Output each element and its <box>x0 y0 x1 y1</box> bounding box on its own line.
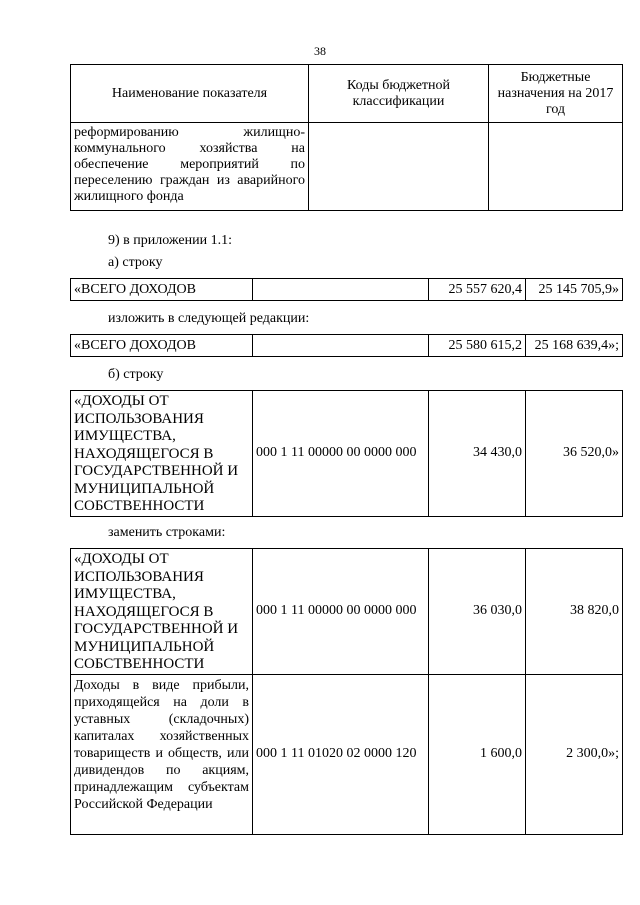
row-name: «ДОХОДЫ ОТ ИСПОЛЬЗОВАНИЯ ИМУЩЕСТВА, НАХОДЯЩЕГОСЯ В ГОСУДАРСТВЕННОЙ И МУНИЦИПАЛЬНОЙ СОБСТВЕННОСТИ <box>71 549 253 675</box>
total-row-new <box>70 334 623 357</box>
property-rows-new <box>70 548 623 835</box>
row-name: «ДОХОДЫ ОТ ИСПОЛЬЗОВАНИЯ ИМУЩЕСТВА, НАХОДЯЩЕГОСЯ В ГОСУДАРСТВЕННОЙ И МУНИЦИПАЛЬНОЙ СОБСТВЕННОСТИ <box>71 391 253 517</box>
row-code: 000 1 11 00000 00 0000 000 <box>253 391 429 517</box>
row-value-2: 36 520,0» <box>526 391 623 517</box>
paragraph-replace: изложить в следующей редакции: <box>108 311 310 326</box>
column-header-name: Наименование показателя <box>71 65 309 123</box>
header-table <box>70 64 623 211</box>
row-name: Доходы в виде прибыли, приходящейся на доли в уставных (складочных) капиталах хозяйственных товариществ и обществ, или дивидендов по акциям, принадлежащим субъектам Российской Федерации <box>71 674 253 834</box>
table-cell-empty <box>309 123 489 211</box>
row-value-2: 2 300,0»; <box>526 674 623 834</box>
row-value-1: 25 580 615,2 <box>429 335 526 357</box>
column-header-budget: Бюджетные назначения на 2017 год <box>489 65 623 123</box>
row-value-1: 34 430,0 <box>429 391 526 517</box>
row-code: 000 1 11 00000 00 0000 000 <box>253 549 429 675</box>
row-code: 000 1 11 01020 02 0000 120 <box>253 674 429 834</box>
row-code <box>253 335 429 357</box>
row-value-1: 1 600,0 <box>429 674 526 834</box>
row-value-2: 25 168 639,4»; <box>526 335 623 357</box>
total-row-old <box>70 278 623 301</box>
property-row-old <box>70 390 623 517</box>
paragraph-item-b: б) строку <box>108 367 164 382</box>
table-row-text: реформированию жилищно-коммунального хозяйства на обеспечение мероприятий по переселению граждан из аварийного жилищного фонда <box>71 123 309 211</box>
row-value-1: 36 030,0 <box>429 549 526 675</box>
paragraph-item-a: а) строку <box>108 255 163 270</box>
column-header-codes: Коды бюджетной классификации <box>309 65 489 123</box>
row-code <box>253 279 429 301</box>
row-value-2: 25 145 705,9» <box>526 279 623 301</box>
row-name: «ВСЕГО ДОХОДОВ <box>71 335 253 357</box>
row-name: «ВСЕГО ДОХОДОВ <box>71 279 253 301</box>
page-number: 38 <box>314 44 326 58</box>
table-cell-empty <box>489 123 623 211</box>
row-value-1: 25 557 620,4 <box>429 279 526 301</box>
paragraph-item-9: 9) в приложении 1.1: <box>108 233 232 248</box>
row-value-2: 38 820,0 <box>526 549 623 675</box>
paragraph-replace-rows: заменить строками: <box>108 525 226 540</box>
